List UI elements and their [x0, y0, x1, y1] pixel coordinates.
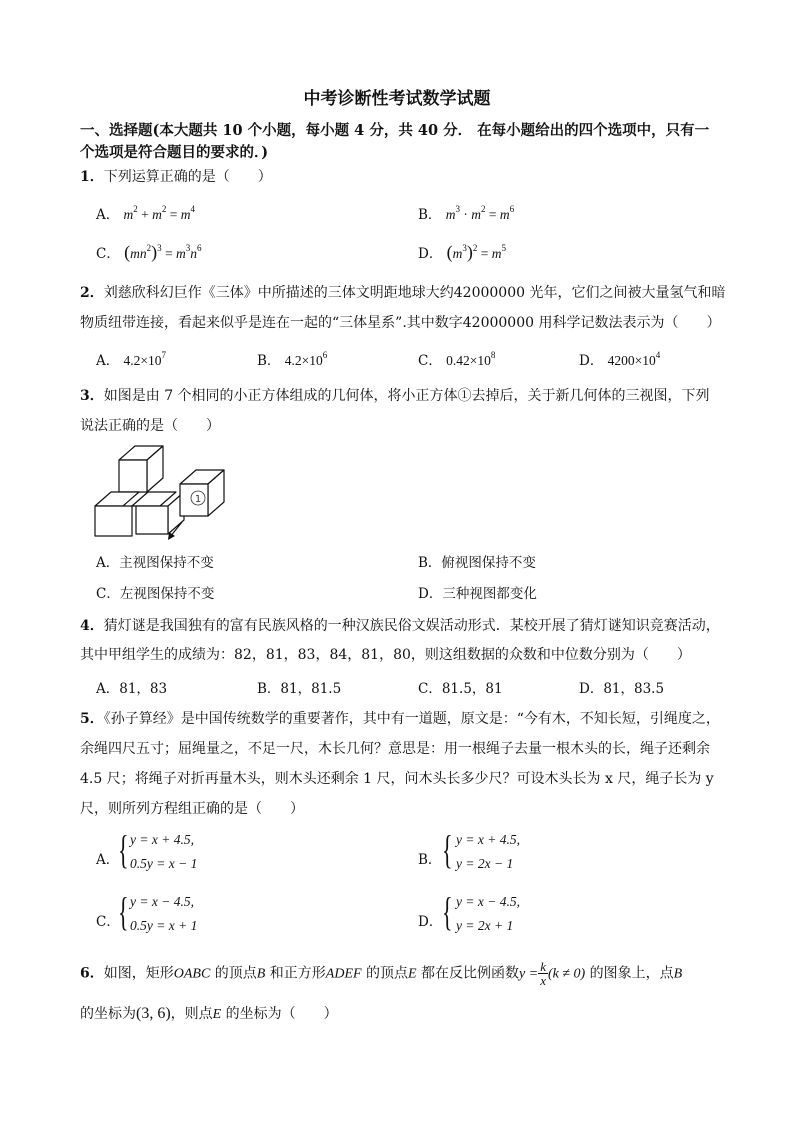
cube-top-face: [95, 492, 139, 506]
q1-option-a: [96, 203, 195, 223]
question-4-stem-line1: [80, 615, 720, 635]
q3-option-c: [96, 582, 214, 602]
question-number: 3．: [80, 388, 104, 404]
option-label: C．: [96, 586, 120, 602]
math-condition: (k ≠ 0): [547, 966, 586, 982]
question-5-stem-line2: 余绳四尺五寸；屈绳量之，不足一尺，木长几何？意思是：用一根绳子去量一根木头的长，绳子还剩余: [80, 741, 710, 757]
question-text: 都在反比例函数: [416, 965, 520, 982]
q2-option-c: [418, 349, 495, 369]
question-1-stem: [80, 166, 272, 186]
option-math: $4.2\times 10^7$: [123, 349, 167, 368]
q5-option-a-eq1: y = x + 4.5,: [130, 832, 194, 847]
question-number: 5．: [80, 711, 104, 727]
q3-option-a: [96, 551, 214, 571]
brace-icon: {: [442, 827, 453, 872]
math-var: E: [408, 966, 417, 982]
option-label: A．: [96, 207, 120, 223]
option-label: B．: [257, 353, 281, 369]
question-text: 如图，矩形: [103, 965, 174, 982]
brace-icon: {: [118, 827, 129, 872]
math-var: OABC: [173, 966, 211, 982]
q5-option-a-eq2: 0.5y = x − 1: [130, 856, 198, 871]
option-label: C．: [96, 246, 120, 262]
question-text: 猜灯谜是我国独有的富有民族风格的一种汉族民俗文娱活动形式．某校开展了猜灯谜知识竞赛活动，: [103, 618, 720, 634]
option-label: A．: [96, 681, 120, 697]
q4-option-d: [579, 677, 664, 697]
q2-option-a: [96, 349, 166, 369]
option-math: $(mn^2)^3 = m^3n^6$: [124, 242, 202, 262]
option-label: C．: [418, 681, 442, 697]
brace-icon: {: [118, 889, 129, 934]
page-title: 中考诊断性考试数学试题: [303, 89, 491, 109]
q1-option-d: [418, 242, 506, 263]
question-number: 6．: [80, 965, 104, 982]
q4-option-b: [257, 677, 341, 697]
question-3-stem-line2: 说法正确的是（ ）: [80, 418, 220, 434]
question-2-stem-line2: 物质纽带连接，看起来似乎是连在一起的“三体星系”.其中数字42000000 用科学记数法表示为（ ）: [80, 315, 721, 331]
math-var: B: [256, 966, 266, 982]
q5-option-b-eq2: y = 2x − 1: [456, 856, 514, 871]
option-math: $m^2 + m^2 = m^4$: [123, 203, 196, 222]
q2-option-b: [257, 349, 327, 369]
question-5-stem-line4: 尺，则所列方程组正确的是（ ）: [80, 801, 304, 817]
option-math: $(m^3)^2 = m^5$: [446, 242, 506, 262]
option-math: $4200\times 10^4$: [607, 349, 661, 368]
option-math: $0.42\times 10^8$: [446, 349, 496, 368]
option-label: D．: [418, 246, 443, 262]
math-coordinate: (3, 6): [136, 1005, 171, 1022]
q3-option-d: [418, 582, 537, 602]
q5-option-c-label: C．: [96, 914, 120, 930]
question-text: ，则点: [170, 1006, 213, 1022]
q5-option-b-label: B．: [418, 852, 442, 868]
q5-option-c-eq1: y = x − 4.5,: [130, 894, 194, 909]
q4-option-a: [96, 677, 167, 697]
question-2-stem-line1: [80, 282, 725, 302]
option-math: $m^3 \cdot m^2 = m^6$: [445, 203, 515, 222]
math-var: E: [212, 1007, 222, 1022]
cube-front-face: [136, 506, 168, 534]
q5-option-c-eq2: 0.5y = x + 1: [130, 918, 198, 933]
question-6-stem-line1: [80, 960, 682, 987]
question-5-stem-line1: [80, 708, 720, 728]
q1-option-c: [96, 242, 202, 263]
option-label: B．: [418, 555, 442, 571]
section-heading-line2: 个选项是符合题目的要求的．): [80, 144, 269, 161]
option-label: A．: [96, 353, 120, 369]
option-text: 81，83.5: [603, 681, 665, 697]
option-label: A．: [96, 555, 120, 571]
question-text: 的坐标为: [80, 1006, 136, 1022]
cube-figure: [90, 444, 232, 544]
q5-option-d-label: D．: [418, 914, 443, 930]
q5-option-d-eq1: y = x − 4.5,: [456, 894, 520, 909]
question-text: 下列运算正确的是（ ）: [103, 169, 272, 185]
cube-top-face: [132, 492, 176, 506]
question-text: 《孙子算经》是中国传统数学的重要著作，其中有一道题，原文是：“今有木，不知长短，引绳度之，: [103, 711, 720, 727]
question-3-stem-line1: [80, 385, 710, 405]
math-var: B: [673, 966, 683, 982]
option-text: 俯视图保持不变: [441, 555, 536, 571]
option-text: 81，83: [119, 681, 168, 697]
question-6-stem-line2: [80, 1003, 338, 1023]
question-text: 的坐标为（ ）: [221, 1006, 338, 1022]
q1-option-b: [418, 203, 514, 223]
question-text: 刘慈欣科幻巨作《三体》中所描述的三体文明距地球大约42000000 光年，它们之间被大量氢气和暗: [103, 285, 726, 301]
fraction-denominator: x: [540, 973, 546, 988]
option-label: D．: [579, 353, 604, 369]
question-text: 的顶点: [210, 965, 257, 982]
option-math: $4.2\times 10^6$: [284, 349, 328, 368]
option-text: 三种视图都变化: [442, 586, 537, 602]
q2-option-d: [579, 349, 660, 369]
q4-option-c: [418, 677, 503, 697]
q3-option-b: [418, 551, 536, 571]
math-var: ADEF: [325, 966, 362, 982]
question-number: 2．: [80, 285, 104, 301]
cube-front-face: [95, 506, 132, 536]
option-label: D．: [418, 586, 443, 602]
option-text: 主视图保持不变: [119, 555, 214, 571]
question-text: 和正方形: [265, 965, 326, 982]
question-number: 4．: [80, 618, 104, 634]
figure-label: 1: [194, 494, 202, 505]
question-5-stem-line3: 4.5 尺；将绳子对折再量木头，则木头还剩余 1 尺，问木头长多少尺？可设木头长为 x 尺，绳子长为 y: [80, 771, 714, 787]
option-text: 81，81.5: [280, 681, 342, 697]
q5-option-a-label: A．: [96, 852, 120, 868]
math-var: y =: [519, 966, 539, 982]
arrow-head-icon: [168, 532, 175, 540]
question-number: 1．: [80, 169, 104, 185]
option-label: B．: [257, 681, 281, 697]
question-text: 如图是由 7 个相同的小正方体组成的几何体，将小正方体①去掉后，关于新几何体的三视图，下列: [103, 388, 710, 404]
cube-front-face: [119, 460, 147, 492]
option-text: 左视图保持不变: [119, 586, 215, 602]
option-label: C．: [418, 353, 442, 369]
question-text: 的图象上，点: [585, 965, 674, 982]
fraction: [538, 960, 548, 987]
q5-option-d-eq2: y = 2x + 1: [456, 918, 514, 933]
brace-icon: {: [442, 889, 453, 934]
question-4-stem-line2: 其中甲组学生的成绩为：82，81，83，84，81，80，则这组数据的众数和中位数分别为（ ）: [80, 647, 691, 663]
q5-option-b-eq1: y = x + 4.5,: [456, 832, 520, 847]
fraction-numerator: k: [540, 959, 546, 974]
question-text: 的顶点: [361, 965, 408, 982]
section-heading-line1: 一、选择题(本大题共 10 个小题，每小题 4 分，共 40 分． 在每小题给出的四个选项中，只有一: [80, 122, 710, 139]
option-label: B．: [418, 207, 442, 223]
option-label: D．: [579, 681, 604, 697]
option-text: 81.5，81: [441, 681, 503, 697]
